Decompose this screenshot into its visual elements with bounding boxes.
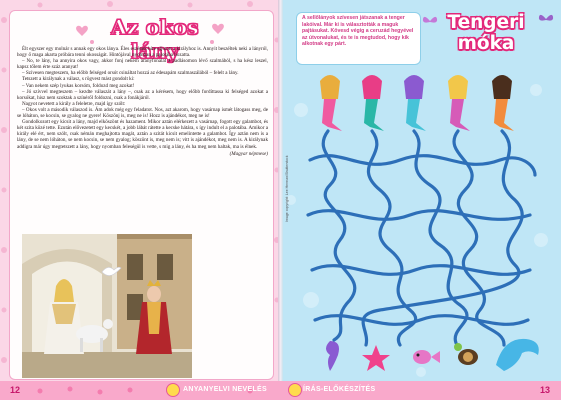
butterfly-icon xyxy=(538,12,554,26)
story-paragraph: – Van nekem szép lyukas korsóm, foldozd meg azokat! xyxy=(22,82,135,89)
footer-label-left: ANYANYELVI NEVELÉS xyxy=(183,386,267,393)
story-paragraph: Élt egyszer egy molnár s annak egy okos lánya. Éles eszének híre eljutott a királyhoz is. Annyit beszéltek neki a lányról, hogy ő maga akarta próbára tenni okosságát. Hintójával nyomban a palotába hozatta. xyxy=(17,46,268,59)
footer-logo-icon xyxy=(288,383,302,397)
turtle xyxy=(454,343,478,365)
page-number-left: 12 xyxy=(10,385,21,395)
mermaid-5 xyxy=(492,75,514,131)
story-source: (Magyar népmese) xyxy=(229,150,268,157)
story-paragraph: – Jó szívvel megteszem – kezdte válaszát a lány –, csak az a kérésem, hogy előbb fordíttassa ki felséged azokat a korsókat, hisz nem szoktak a színéről foldozni, csak a fonákjáról. xyxy=(17,88,268,101)
story-title-wrap xyxy=(95,11,215,63)
fish xyxy=(413,350,440,364)
story-paragraph: – Szívesen megteszem, ha előbb felséged orsót csináltat hozzá az édesapám szalmaszálából – felelt a lány. xyxy=(22,70,239,77)
starfish xyxy=(362,345,390,371)
maze-path xyxy=(323,131,355,340)
story-illustration xyxy=(22,234,192,378)
book-spine xyxy=(278,0,283,400)
story-paragraph: – Okos volt a második válaszod is. Ám adok még egy feladatot. Nos, azt akarom, hogy vasárnap ismét látogass meg, de se lóháton, se kocsin, se gyalog ne gyere! Köszönj is, meg ne is! Hozz is ajándékot, meg ne is! xyxy=(17,106,268,120)
story-paragraph: Nagyot nevetett a király a feleletre, majd így szólt: xyxy=(22,100,126,107)
butterfly-icon xyxy=(422,14,438,28)
seahorse xyxy=(326,341,339,371)
activity-title-line1: Tengeri xyxy=(447,12,525,33)
image-credit: Image copyright: Lee Herman/Shutterstock xyxy=(285,155,289,222)
story-title: Az okos lány xyxy=(111,15,199,63)
story-text xyxy=(17,46,268,157)
footer-logo-icon xyxy=(166,383,180,397)
dove-icon xyxy=(100,262,122,280)
mermaid-1 xyxy=(320,75,342,131)
activity-title-line2: móka xyxy=(457,33,515,54)
mermaid-3 xyxy=(404,75,426,131)
story-paragraph: Gondolkozott egy kicsit a lány, majd elköszönt és hazament. Mikor aztán elérkezett a vasárnap, fogott egy galambot, és két szita közé tette. Ezután elővezetett egy kecskét, a jobb lábát rátette a kecske hátára, s így indult el a palotába. Amikor a király elé ért, nem szólt, csak némán meghajtotta magát, aztán a szitát kicsit emelintette a galambot. Így aztán nem is a lány, de se nem lóháton, se nem kocsin, se nem gyalog; köszönt is, meg nem is; vitt is ajándékot, meg nem is. A királynak addigra már úgy megtetszett a lány, hogy nyomban feleségül is vette, s mig a lány, és ha meg nem haltak, ma is élnek. xyxy=(17,119,268,150)
maze-puzzle xyxy=(290,65,552,377)
story-paragraph: Tetszett a királynak a válasz, s rögvest mást gondolt ki: xyxy=(22,76,135,83)
activity-title xyxy=(437,12,535,54)
mermaid-4 xyxy=(448,75,470,131)
instruction-text: A sellőlányok szívesen játszanak a tenger lakóival. Már ki is választották a maguk pajtásukat. Kövesd végig a ceruzád hegyével az útvonalukat, és te is megtudod, hogy kik alkotnak egy párt. xyxy=(302,15,414,48)
story-paragraph: – No, te lány, ha annyira okos vagy, akkor fonj nekem aranyfonalat a padlásomon lévő szalmából, s ha kész leszel, kapsz tőlem érte száz aranyat! xyxy=(17,58,268,71)
mermaid-2 xyxy=(362,75,384,131)
page-number-right: 13 xyxy=(540,385,551,395)
footer-label-right: ÍRÁS-ELŐKÉSZÍTÉS xyxy=(303,386,376,393)
